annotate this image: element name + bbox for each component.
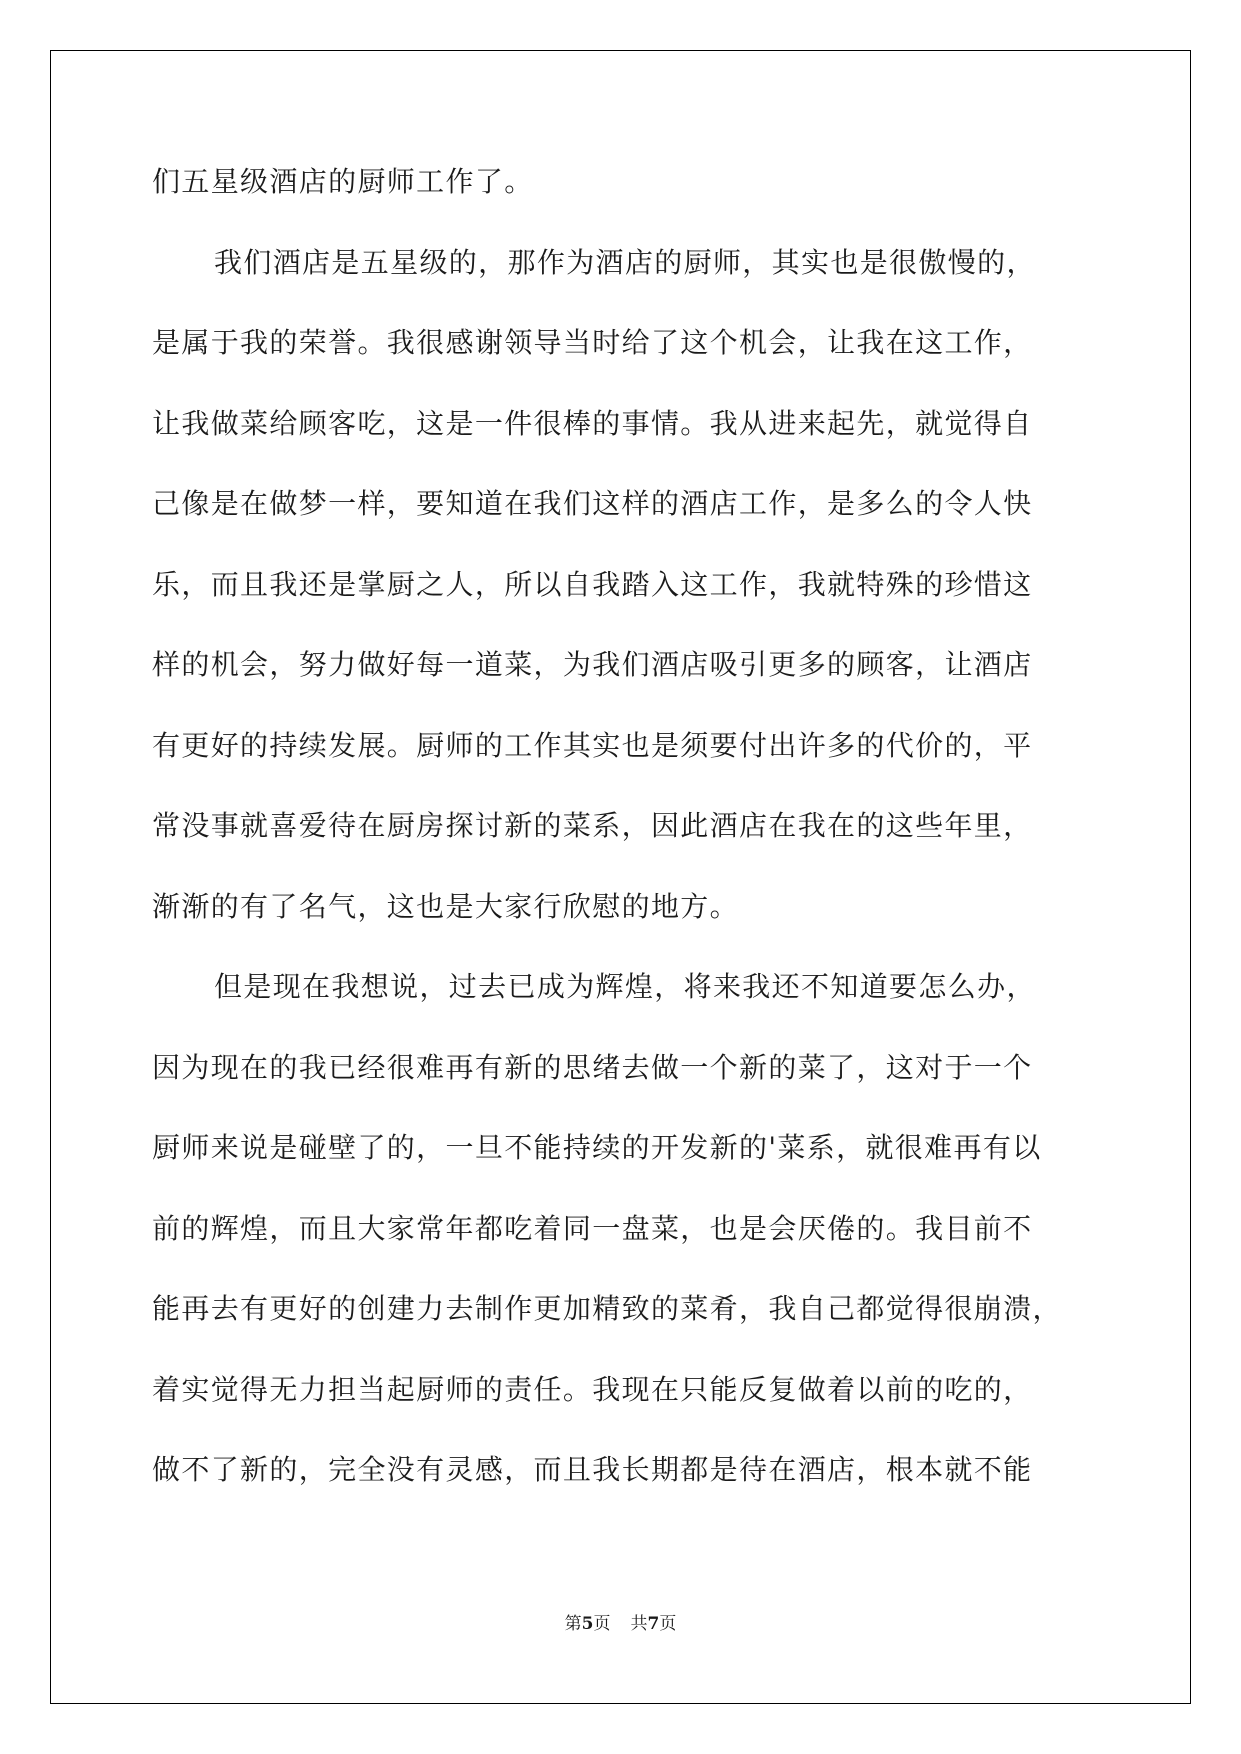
text-line: 是属于我的荣誉。我很感谢领导当时给了这个机会，让我在这工作， — [152, 326, 1033, 359]
current-page-number: 5 — [581, 1614, 594, 1634]
text-line: 厨师来说是碰壁了的，一旦不能持续的开发新的'菜系，就很难再有以 — [152, 1131, 1042, 1164]
text-line: 前的辉煌，而且大家常年都吃着同一盘菜，也是会厌倦的。我目前不 — [152, 1211, 1033, 1245]
text-line: 们五星级酒店的厨师工作了。 — [152, 165, 534, 198]
total-suffix: 页 — [659, 1614, 677, 1634]
text-line: 渐渐的有了名气，这也是大家行欣慰的地方。 — [152, 889, 740, 923]
text-line: 让我做菜给顾客吃，这是一件很棒的事情。我从进来起先，就觉得自 — [152, 406, 1033, 440]
text-line: 样的机会，努力做好每一道菜，为我们酒店吸引更多的顾客，让酒店 — [152, 648, 1033, 681]
total-prefix: 共 — [630, 1614, 648, 1634]
text-line: 着实觉得无力担当起厨师的责任。我现在只能反复做着以前的吃的， — [152, 1372, 1033, 1406]
text-line: 我们酒店是五星级的，那作为酒店的厨师，其实也是很傲慢的， — [214, 245, 1036, 279]
text-line: 因为现在的我已经很难再有新的思绪去做一个新的菜了，这对于一个 — [152, 1050, 1033, 1084]
page-suffix: 页 — [593, 1614, 611, 1634]
page-footer — [0, 1614, 1241, 1634]
text-line: 乐，而且我还是掌厨之人，所以自我踏入这工作，我就特殊的珍惜这 — [152, 567, 1033, 601]
text-line: 但是现在我想说，过去已成为辉煌，将来我还不知道要怎么办， — [214, 970, 1036, 1003]
total-page-count: 7 — [647, 1614, 660, 1634]
text-line: 有更好的持续发展。厨师的工作其实也是须要付出许多的代价的，平 — [152, 728, 1033, 762]
text-line: 常没事就喜爱待在厨房探讨新的菜系，因此酒店在我在的这些年里， — [152, 809, 1033, 842]
text-line: 做不了新的，完全没有灵感，而且我长期都是待在酒店，根本就不能 — [152, 1453, 1033, 1486]
page-prefix: 第 — [564, 1614, 582, 1634]
body-text — [152, 152, 1092, 1521]
text-line: 己像是在做梦一样，要知道在我们这样的酒店工作，是多么的令人快 — [152, 487, 1033, 520]
text-line: 能再去有更好的创建力去制作更加精致的菜肴，我自己都觉得很崩溃， — [152, 1292, 1062, 1325]
